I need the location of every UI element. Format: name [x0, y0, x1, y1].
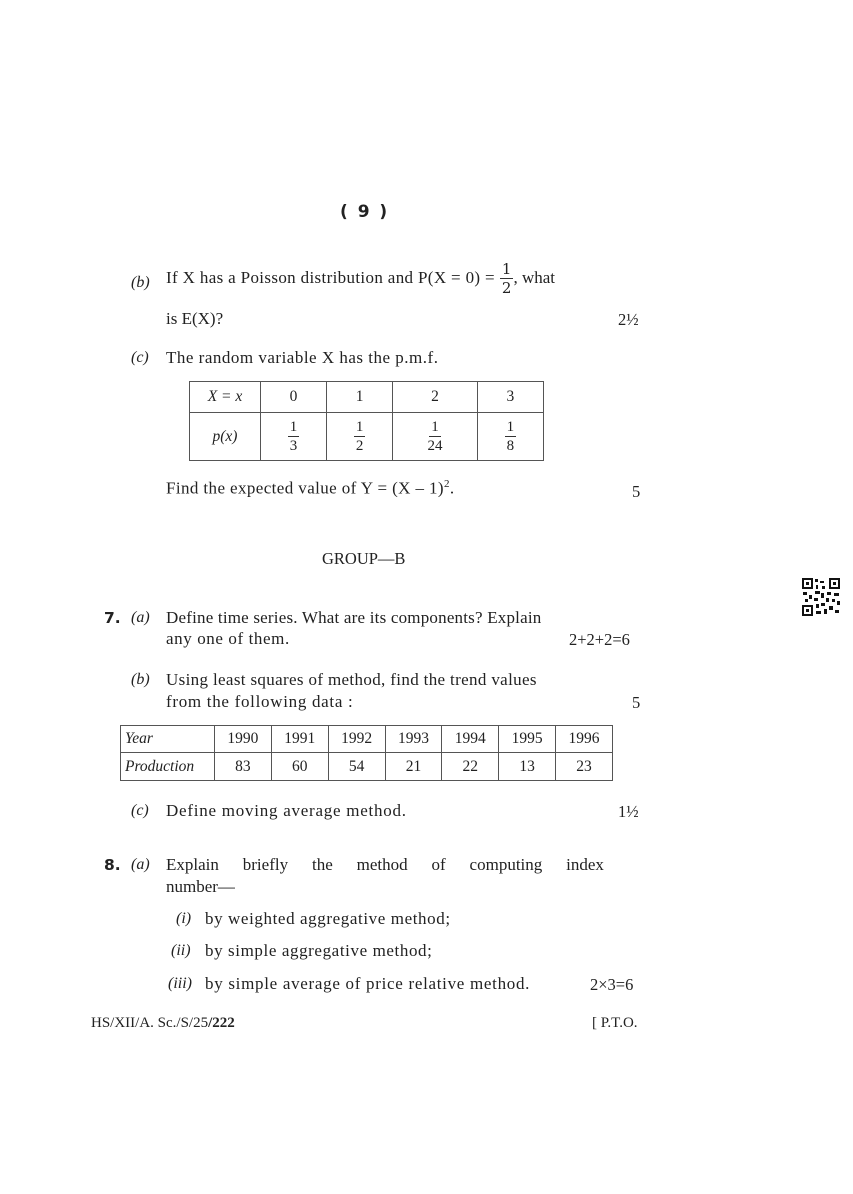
q6b-label: (b) [131, 274, 150, 291]
prod-year-cell: 1992 [328, 726, 385, 753]
pmf-p-den: 8 [506, 437, 515, 454]
pmf-x-cell: 3 [477, 382, 543, 413]
q8a-word: Explain [166, 855, 219, 874]
footer-code-prefix: HS/XII/A. Sc./S/25 [91, 1015, 209, 1031]
prod-year-cell: 1991 [271, 726, 328, 753]
group-heading: GROUP—B [322, 549, 406, 568]
q8a-marks: 2×3=6 [590, 975, 634, 994]
pmf-p-cell [261, 413, 327, 461]
q7a-marks: 2+2+2=6 [569, 630, 630, 649]
prod-value-cell: 13 [499, 753, 556, 781]
q6c-text: The random variable X has the p.m.f. [166, 348, 439, 367]
pmf-p-den: 3 [289, 437, 298, 454]
pmf-p-num: 1 [506, 418, 515, 435]
pmf-p-num: 1 [355, 418, 364, 435]
pmf-header-x: X = x [190, 382, 261, 413]
prod-value-cell: 54 [328, 753, 385, 781]
pmf-p-num: 1 [431, 418, 439, 435]
prod-year-cell: 1990 [215, 726, 272, 753]
pmf-x-cell: 0 [261, 382, 327, 413]
q8-number: 8. [104, 856, 121, 874]
pmf-p-cell [393, 413, 478, 461]
q6c-marks: 5 [632, 482, 641, 501]
q8a-line1 [166, 855, 604, 875]
q7b-line1: Using least squares of method, find the trend values [166, 670, 537, 689]
qr-code-icon [801, 577, 841, 617]
q7c-marks: 1½ [618, 802, 639, 821]
prod-value-cell: 22 [442, 753, 499, 781]
q7c-text: Define moving average method. [166, 801, 407, 820]
pmf-table [189, 381, 544, 461]
prod-year-cell: 1995 [499, 726, 556, 753]
q6b-line2: is E(X)? [166, 309, 224, 328]
q7b-line2: from the following data : [166, 692, 354, 711]
q6c-find-text: Find the expected value of Y = (X – 1) [166, 478, 444, 498]
pmf-x-cell: 2 [393, 382, 478, 413]
q7a-line1: Define time series. What are its components? Explain [166, 608, 542, 627]
q6c-find-sup: 2 [443, 478, 450, 490]
pmf-p-num: 1 [289, 418, 298, 435]
pmf-p-den: 24 [427, 437, 443, 454]
prod-value-cell: 23 [556, 753, 613, 781]
q6b-fraction [500, 262, 514, 296]
q6b-text2: , what [513, 268, 556, 287]
prod-value-cell: 21 [385, 753, 442, 781]
q8a-line2: number— [166, 877, 235, 896]
footer-pto: [ P.T.O. [592, 1015, 638, 1031]
prod-year-cell: 1994 [442, 726, 499, 753]
q8a-word: computing [469, 855, 543, 874]
prod-year-cell: 1993 [385, 726, 442, 753]
pmf-p-cell [327, 413, 393, 461]
q7b-marks: 5 [632, 693, 641, 712]
q7c-label: (c) [131, 802, 149, 819]
prod-year-cell: 1996 [556, 726, 613, 753]
prod-header-production: Production [121, 753, 215, 781]
q8a-word: briefly [242, 855, 289, 874]
q6b-frac-den: 2 [501, 279, 512, 297]
q8a-word: of [431, 855, 446, 874]
page-number: ( 9 ) [340, 202, 390, 222]
pmf-header-p: p(x) [190, 413, 261, 461]
q8a-item-text: by weighted aggregative method; [205, 909, 451, 928]
q7b-label: (b) [131, 671, 150, 688]
q6b-frac-num: 1 [501, 260, 512, 278]
q6c-find [166, 478, 455, 499]
q6b-marks: 2½ [618, 310, 639, 329]
prod-header-year: Year [121, 726, 215, 753]
footer-code-suffix: /222 [208, 1015, 235, 1031]
q7a-label: (a) [131, 609, 150, 626]
q8a-item-label: (ii) [171, 942, 191, 959]
prod-value-cell: 83 [215, 753, 272, 781]
q8a-item-label: (iii) [168, 975, 192, 992]
q8a-label: (a) [131, 856, 150, 873]
prod-value-cell: 60 [271, 753, 328, 781]
q8a-item-label: (i) [176, 910, 192, 927]
pmf-p-den: 2 [355, 437, 364, 454]
q6b-line1 [166, 262, 555, 296]
pmf-x-cell: 1 [327, 382, 393, 413]
q6b-text1: If X has a Poisson distribution and P(X = 0) = [166, 268, 495, 287]
q8a-item-text: by simple average of price relative method. [205, 974, 531, 993]
q7a-line2: any one of them. [166, 629, 290, 648]
production-table [120, 725, 613, 781]
footer-code [91, 1015, 235, 1032]
q8a-word: index [566, 855, 604, 874]
q6c-find-end: . [449, 478, 455, 498]
pmf-p-cell [477, 413, 543, 461]
q8a-word: the [311, 855, 333, 874]
q6c-label: (c) [131, 349, 149, 366]
q8a-word: method [356, 855, 408, 874]
q7-number: 7. [104, 609, 121, 627]
q8a-item-text: by simple aggregative method; [205, 941, 433, 960]
